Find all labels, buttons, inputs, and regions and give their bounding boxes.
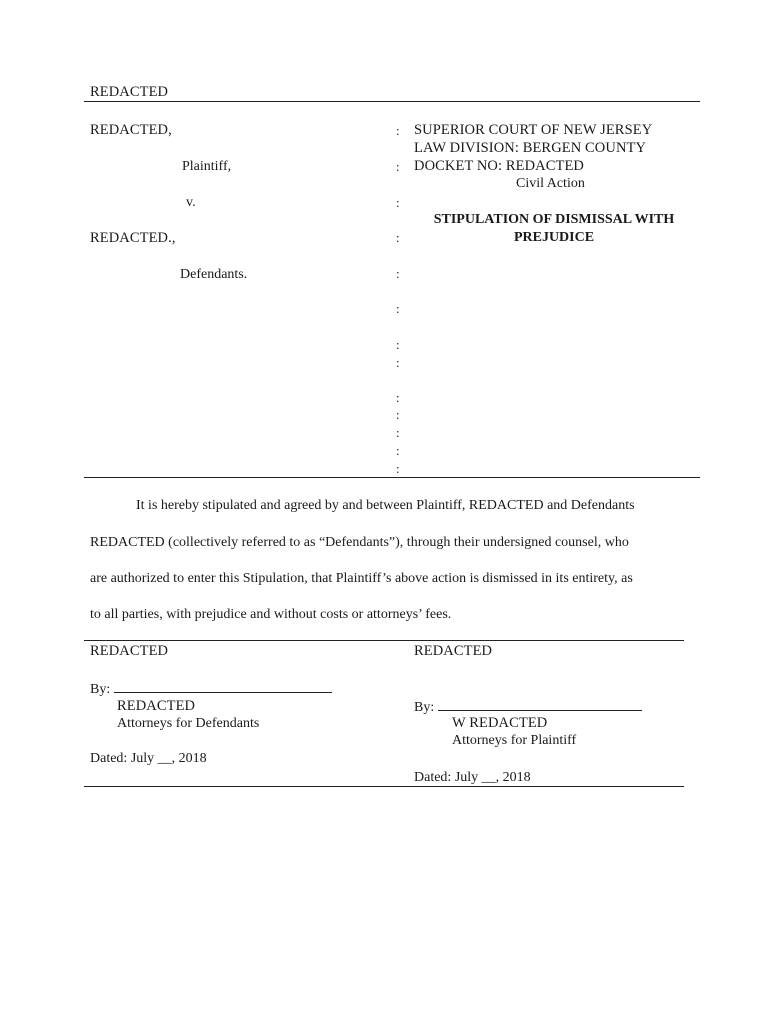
docket-number: DOCKET NO: REDACTED xyxy=(414,158,584,174)
caption-colon: : xyxy=(396,159,400,174)
header-rule xyxy=(84,101,700,102)
caption-colon: : xyxy=(396,443,400,458)
signature-bottom-rule xyxy=(84,786,684,787)
plaintiff-date: Dated: July __, 2018 xyxy=(414,770,531,785)
caption-colon: : xyxy=(396,407,400,422)
signature-blank xyxy=(114,679,332,693)
defendants-signature-line xyxy=(90,679,332,699)
caption-colon: : xyxy=(396,337,400,352)
caption-colon: : xyxy=(396,230,400,245)
signature-top-rule xyxy=(84,640,684,641)
caption-colon: : xyxy=(396,355,400,370)
defendant-name: REDACTED., xyxy=(90,230,176,246)
body-line: are authorized to enter this Stipulation, that Plaintiff’s above action is dismissed in its entirety, as xyxy=(90,571,633,586)
body-line: It is hereby stipulated and agreed by and between Plaintiff, REDACTED and Defendants xyxy=(136,498,635,513)
defendants-attorney-role: Attorneys for Defendants xyxy=(117,716,260,731)
by-label: By: xyxy=(90,682,111,697)
caption-bottom-rule xyxy=(84,477,700,478)
document-title-line2: PREJUDICE xyxy=(513,230,595,245)
caption-colon: : xyxy=(396,123,400,138)
defendants-signer-name: REDACTED xyxy=(117,698,196,714)
caption-colon: : xyxy=(396,390,400,405)
plaintiff-name: REDACTED, xyxy=(90,122,172,138)
defendants-date: Dated: July __, 2018 xyxy=(90,751,207,766)
civil-action-label: Civil Action xyxy=(516,176,585,191)
plaintiff-firm-name: REDACTED xyxy=(414,643,493,659)
plaintiff-attorney-role: Attorneys for Plaintiff xyxy=(452,733,577,748)
defendants-firm-name: REDACTED xyxy=(90,643,169,659)
caption-colon: : xyxy=(396,301,400,316)
defendant-role: Defendants. xyxy=(180,267,248,282)
caption-colon: : xyxy=(396,266,400,281)
plaintiff-role: Plaintiff, xyxy=(182,159,232,174)
caption-colon: : xyxy=(396,195,400,210)
caption-colon: : xyxy=(396,461,400,476)
court-name: SUPERIOR COURT OF NEW JERSEY xyxy=(414,122,653,138)
signature-blank xyxy=(438,697,642,711)
court-division: LAW DIVISION: BERGEN COUNTY xyxy=(414,140,647,156)
header-attorney-name: REDACTED xyxy=(90,84,169,100)
body-line: to all parties, with prejudice and without costs or attorneys’ fees. xyxy=(90,607,452,622)
document-title-line1: STIPULATION OF DISMISSAL WITH xyxy=(433,212,675,227)
body-line: REDACTED (collectively referred to as “Defendants”), through their undersigned counsel, who xyxy=(90,535,629,550)
plaintiff-signer-name: W REDACTED xyxy=(452,715,548,731)
versus-label: v. xyxy=(186,195,196,210)
by-label: By: xyxy=(414,700,435,715)
caption-colon: : xyxy=(396,425,400,440)
